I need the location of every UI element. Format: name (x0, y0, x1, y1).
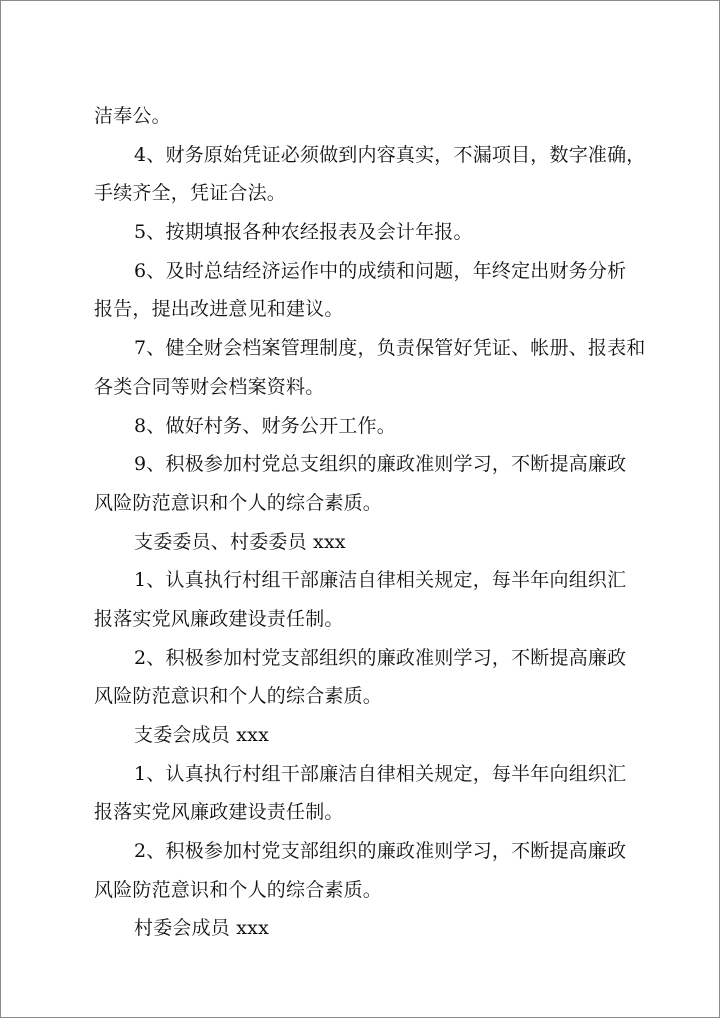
text-line: 各类合同等财会档案资料。 (94, 375, 325, 398)
document-body (94, 97, 646, 948)
text-line: 报落实党风廉政建设责任制。 (94, 801, 344, 824)
text-line: 8、做好村务、财务公开工作。 (134, 414, 396, 437)
text-line: 风险防范意识和个人的综合素质。 (94, 878, 383, 901)
section-heading: 支委委员、村委委员 xxx (134, 530, 346, 553)
section-heading: 支委会成员 xxx (134, 724, 269, 746)
text-line: 1、认真执行村组干部廉洁自律相关规定，每半年向组织汇 (134, 762, 627, 785)
text-line: 2、积极参加村党支部组织的廉政准则学习，不断提高廉政 (134, 646, 627, 669)
text-line: 风险防范意识和个人的综合素质。 (94, 685, 383, 708)
text-line: 6、及时总结经济运作中的成绩和问题，年终定出财务分析 (134, 259, 627, 282)
section-heading: 村委会成员 xxx (134, 917, 269, 940)
text-line: 手续齐全，凭证合法。 (94, 182, 287, 205)
text-line: 2、积极参加村党支部组织的廉政准则学习，不断提高廉政 (134, 840, 627, 863)
text-line: 1、认真执行村组干部廉洁自律相关规定，每半年向组织汇 (134, 569, 627, 592)
text-line: 洁奉公。 (94, 105, 171, 127)
text-line: 4、财务原始凭证必须做到内容真实，不漏项目，数字准确， (134, 143, 646, 166)
text-line: 风险防范意识和个人的综合素质。 (94, 491, 383, 514)
text-line: 报告，提出改进意见和建议。 (94, 298, 344, 321)
text-line: 7、健全财会档案管理制度，负责保管好凭证、帐册、报表和 (134, 337, 646, 360)
text-line: 5、按期填报各种农经报表及会计年报。 (134, 221, 473, 244)
text-line: 9、积极参加村党总支组织的廉政准则学习，不断提高廉政 (134, 453, 627, 476)
text-line: 报落实党风廉政建设责任制。 (94, 607, 344, 630)
